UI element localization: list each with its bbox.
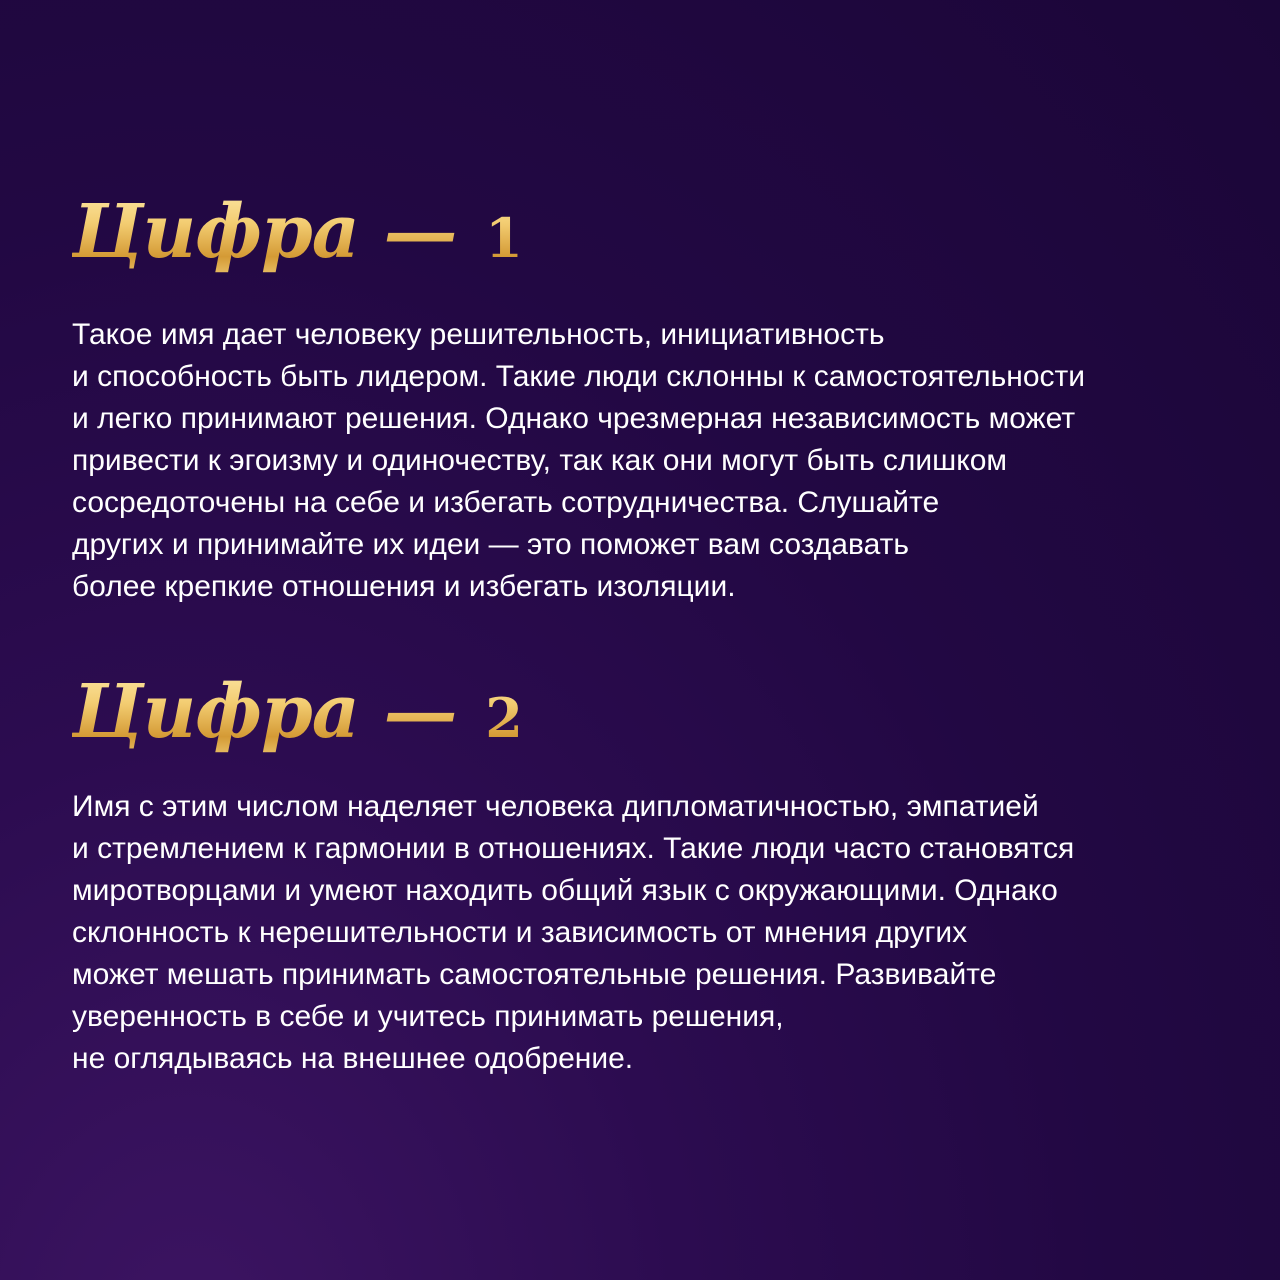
text-line: сосредоточены на себе и избегать сотрудничества. Слушайте bbox=[72, 486, 940, 519]
text-line: привести к эгоизму и одиночеству, так как они могут быть слишком bbox=[72, 444, 1008, 477]
text-line: не оглядываясь на внешнее одобрение. bbox=[72, 1042, 634, 1075]
text-line: может мешать принимать самостоятельные решения. Развивайте bbox=[72, 958, 997, 991]
heading-label: Цифра — bbox=[72, 669, 457, 755]
text-line: Такое имя дает человеку решительность, инициативность bbox=[72, 318, 885, 351]
heading-number: 1 bbox=[485, 206, 522, 270]
heading-label: Цифра — bbox=[72, 189, 457, 275]
section-digit-1 bbox=[72, 176, 1222, 608]
text-line: склонность к нерешительности и зависимость от мнения других bbox=[72, 916, 968, 949]
text-line: Имя с этим числом наделяет человека дипломатичностью, эмпатией bbox=[72, 790, 1039, 823]
text-line: и легко принимают решения. Однако чрезмерная независимость может bbox=[72, 402, 1076, 435]
text-line: и способность быть лидером. Такие люди склонны к самостоятельности bbox=[72, 360, 1086, 393]
section-heading bbox=[72, 656, 1222, 768]
section-description bbox=[72, 786, 1222, 1080]
text-line: и стремлением к гармонии в отношениях. Такие люди часто становятся bbox=[72, 832, 1075, 865]
heading-number: 2 bbox=[485, 686, 522, 750]
text-line: миротворцами и умеют находить общий язык с окружающими. Однако bbox=[72, 874, 1058, 907]
section-digit-2 bbox=[72, 656, 1222, 1080]
text-line: уверенность в себе и учитесь принимать решения, bbox=[72, 1000, 784, 1033]
section-description bbox=[72, 314, 1222, 608]
text-line: других и принимайте их идеи — это поможет вам создавать bbox=[72, 528, 909, 561]
text-line: более крепкие отношения и избегать изоляции. bbox=[72, 570, 736, 603]
section-heading bbox=[72, 176, 1222, 288]
